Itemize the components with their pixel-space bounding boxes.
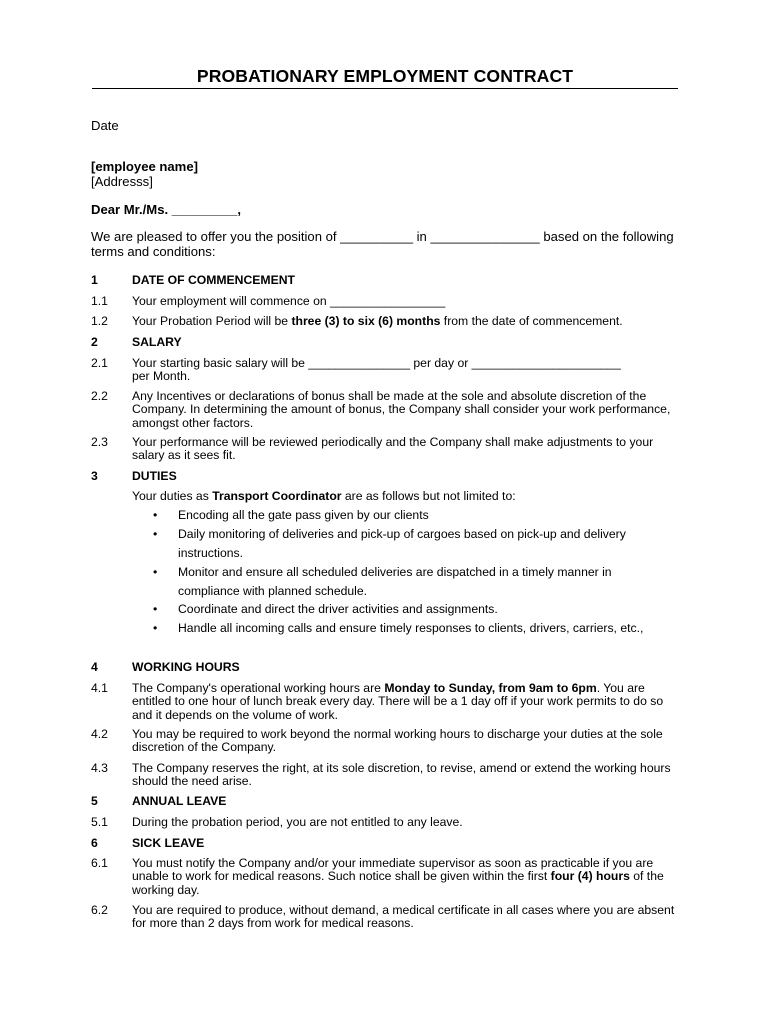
section-number: 2 — [91, 335, 98, 349]
clause-number: 1.1 — [91, 294, 108, 308]
employee-name: [employee name] — [91, 159, 198, 174]
bullet-icon: • — [153, 527, 158, 541]
clause-number: 1.2 — [91, 314, 108, 328]
working-hours-emphasis: Monday to Sunday, from 9am to 6pm — [384, 681, 597, 695]
duty-text: Encoding all the gate pass given by our clients — [178, 508, 429, 522]
section-title: ANNUAL LEAVE — [132, 794, 227, 808]
bullet-icon: • — [153, 602, 158, 616]
section-title: DUTIES — [132, 469, 177, 483]
section-title: SALARY — [132, 335, 182, 349]
job-title: Transport Coordinator — [212, 489, 342, 503]
clause-text: Your Probation Period will be three (3) to six (6) months from the date of commencement. — [132, 314, 623, 328]
clause-text: You may be required to work beyond the normal working hours to discharge your duties at the sole discretion of the Company. — [132, 727, 663, 755]
clause-number: 4.3 — [91, 761, 108, 775]
clause-text: The Company's operational working hours are Monday to Sunday, from 9am to 6pm. You are entitled to one hour of lunch break every day. There will be a 1 day off if your work permits to do so and it depends on the volume of work. — [132, 681, 664, 722]
clause-text: During the probation period, you are not entitled to any leave. — [132, 815, 463, 829]
notice-period-emphasis: four (4) hours — [550, 869, 630, 884]
clause-number: 2.1 — [91, 356, 108, 370]
section-number: 1 — [91, 273, 98, 287]
clause-text: Your performance will be reviewed periodically and the Company shall make adjustments to your salary as it sees fit. — [132, 435, 654, 463]
clause-number: 6.1 — [91, 856, 108, 870]
employee-address: [Addresss] — [91, 174, 153, 189]
clause-text: You must notify the Company and/or your immediate supervisor as soon as practicable if you are unable to work for medical reasons. Such notice shall be given within the first four (4) hours of the working day. — [132, 856, 664, 897]
clause-text: The Company reserves the right, at its sole discretion, to revise, amend or extend the working hours should the need arise. — [132, 761, 671, 789]
clause-number: 4.1 — [91, 681, 108, 695]
bullet-icon: • — [153, 565, 158, 579]
bullet-icon: • — [153, 621, 158, 635]
duty-text: Daily monitoring of deliveries and pick-up of cargoes based on pick-up and delivery instructions. — [178, 527, 626, 560]
section-title: DATE OF COMMENCEMENT — [132, 273, 295, 287]
duty-text: Coordinate and direct the driver activities and assignments. — [178, 602, 498, 616]
intro-paragraph: We are pleased to offer you the position of __________ in _______________ based on the following terms and conditions: — [91, 229, 674, 259]
clause-number: 2.2 — [91, 389, 108, 403]
document-title: PROBATIONARY EMPLOYMENT CONTRACT — [92, 66, 678, 89]
duties-intro-text: Your duties as Transport Coordinator are as follows but not limited to: — [132, 489, 516, 503]
duty-text: Monitor and ensure all scheduled deliveries are dispatched in a timely manner in compliance with planned schedule. — [178, 565, 612, 598]
section-number: 4 — [91, 660, 98, 674]
clause-number: 2.3 — [91, 435, 108, 449]
clause-text: Your starting basic salary will be _______________ per day or ______________________ per Month. — [132, 356, 621, 384]
salutation: Dear Mr./Ms. _________, — [91, 202, 241, 217]
section-title: SICK LEAVE — [132, 836, 205, 850]
date-label: Date — [91, 118, 119, 133]
duty-text: Handle all incoming calls and ensure timely responses to clients, drivers, carriers, etc., — [178, 621, 644, 635]
clause-text: Your employment will commence on _________________ — [132, 294, 446, 308]
section-title: WORKING HOURS — [132, 660, 240, 674]
section-number: 3 — [91, 469, 98, 483]
clause-number: 6.2 — [91, 903, 108, 917]
section-number: 5 — [91, 794, 98, 808]
probation-period-emphasis: three (3) to six (6) months — [291, 314, 441, 328]
bullet-icon: • — [153, 508, 158, 522]
clause-text: Any Incentives or declarations of bonus shall be made at the sole and absolute discretion of the Company. In determining the amount of bonus, the Company shall consider your work performance, amongst other factors. — [132, 389, 671, 430]
section-number: 6 — [91, 836, 98, 850]
clause-number: 5.1 — [91, 815, 108, 829]
clause-number: 4.2 — [91, 727, 108, 741]
clause-text: You are required to produce, without demand, a medical certificate in all cases where you are absent for more than 2 days from work for medical reasons. — [132, 903, 675, 931]
